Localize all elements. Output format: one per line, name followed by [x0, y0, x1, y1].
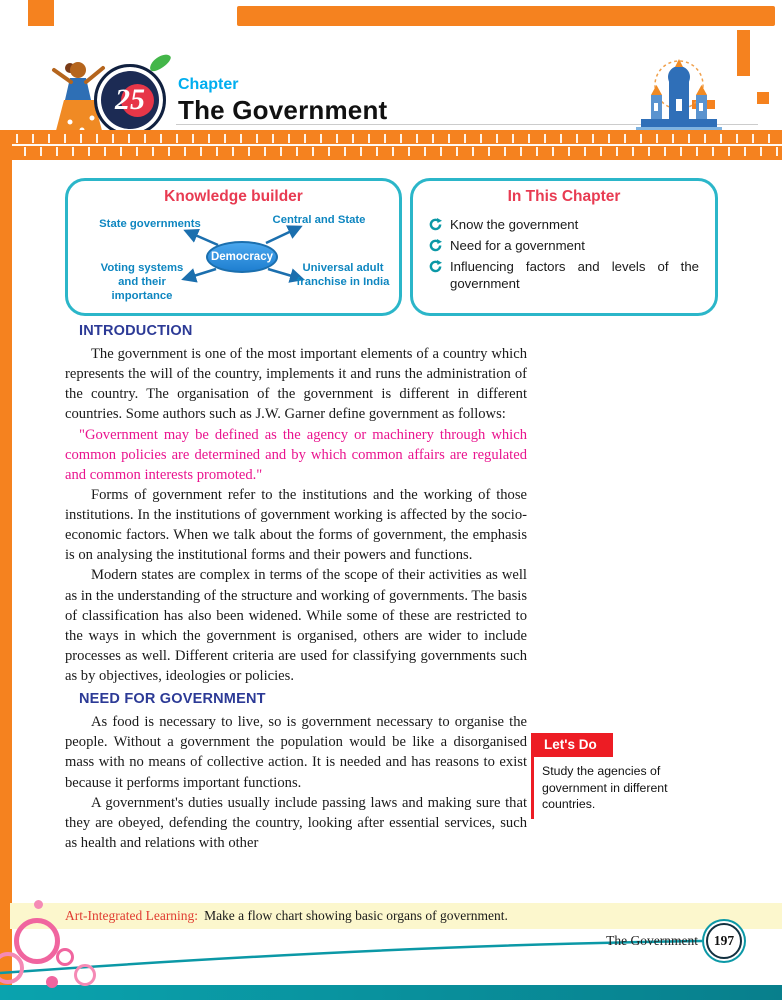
mindmap-node: Voting systems and their importance — [100, 262, 184, 303]
paragraph: A government's duties usually include passing laws and making sure that they are obeyed, defending the country, looking after essential services, such as health and relations with other — [65, 794, 527, 851]
deco-square — [757, 92, 769, 104]
list-item — [429, 237, 699, 254]
bottom-teal-bar — [0, 985, 782, 1000]
mindmap-node: Universal adult franchise in India — [296, 262, 390, 289]
paragraph: Forms of government refer to the institutions and the working of those institutions. In the institutions of government working is affected by the socio-economic factors. When we talk about the forms of government, the emphasis is on analysing the institutional forms and their powers and functions. — [65, 486, 527, 564]
art-integrated-label: Art-Integrated Learning: — [65, 908, 199, 923]
in-this-chapter-list — [413, 206, 715, 293]
chapter-number: 25 — [115, 83, 145, 116]
circle-arrow-bullet-icon — [429, 239, 442, 252]
section-heading-introduction: INTRODUCTION — [79, 323, 193, 339]
footer-chapter-name: The Government — [606, 933, 698, 948]
mindmap-center-node: Democracy — [206, 241, 278, 273]
knowledge-builder-box — [65, 178, 402, 316]
knowledge-builder-title: Knowledge builder — [164, 188, 303, 205]
deco-top-bar — [237, 6, 775, 26]
deco-square — [28, 0, 54, 26]
paragraph: Modern states are complex in terms of the scope of their activities as well as in the understanding of the structure and working of governments. The basis of classification has also been widened. While some of these are restricted to the ways in which the government is organised, others are wider to include processes as well. Different criteria are used for classifying governments such as by objectives, ideologies or policies. — [65, 567, 527, 684]
mindmap-node: State governments — [99, 218, 201, 230]
chapter-title: The Government — [178, 95, 388, 125]
paragraph: The government is one of the most important elements of a country which represents the will of the country, implements it and runs the administration of the country. The organisation of the government is different in different countries. Some authors such as J.W. Garner define government as follows: — [65, 346, 527, 423]
list-item-label: Need for a government — [450, 238, 585, 254]
circle-arrow-bullet-icon — [429, 260, 442, 273]
footer-curve — [0, 915, 782, 985]
section-heading-need-for-government: NEED FOR GOVERNMENT — [79, 691, 266, 708]
chapter-label: Chapter — [178, 76, 239, 93]
lets-do-box — [531, 733, 719, 819]
deco-right-bar — [737, 30, 750, 76]
body-text — [65, 318, 527, 853]
lets-do-title: Let's Do — [534, 733, 613, 757]
list-item-label: Know the government — [450, 217, 579, 232]
meander-band — [0, 130, 782, 160]
in-this-chapter-title: In This Chapter — [507, 188, 621, 205]
paragraph: As food is necessary to live, so is government necessary to organise the people. Without a government the population would be like a disorganised mass with no means of collective action. It is needed and has reasons to exist because it performs important functions. — [65, 714, 527, 791]
definition-quote: "Government may be defined as the agency or machinery through which common policies are determined and by which common affairs are regulated and common interests promoted." — [65, 426, 527, 483]
mindmap-node: Central and State — [272, 214, 366, 226]
list-item-label: Influencing factors and levels of the government — [450, 259, 699, 292]
in-this-chapter-box — [410, 178, 718, 316]
list-item — [429, 216, 699, 233]
lets-do-text: Study the agencies of government in different countries. — [542, 764, 668, 812]
circle-arrow-bullet-icon — [429, 218, 442, 231]
page-number-badge: 197 — [706, 923, 742, 959]
art-integrated-text: Make a flow chart showing basic organs of government. — [204, 908, 508, 923]
list-item — [429, 258, 699, 292]
left-margin-strip — [0, 130, 12, 986]
chapter-number-badge — [94, 64, 166, 136]
